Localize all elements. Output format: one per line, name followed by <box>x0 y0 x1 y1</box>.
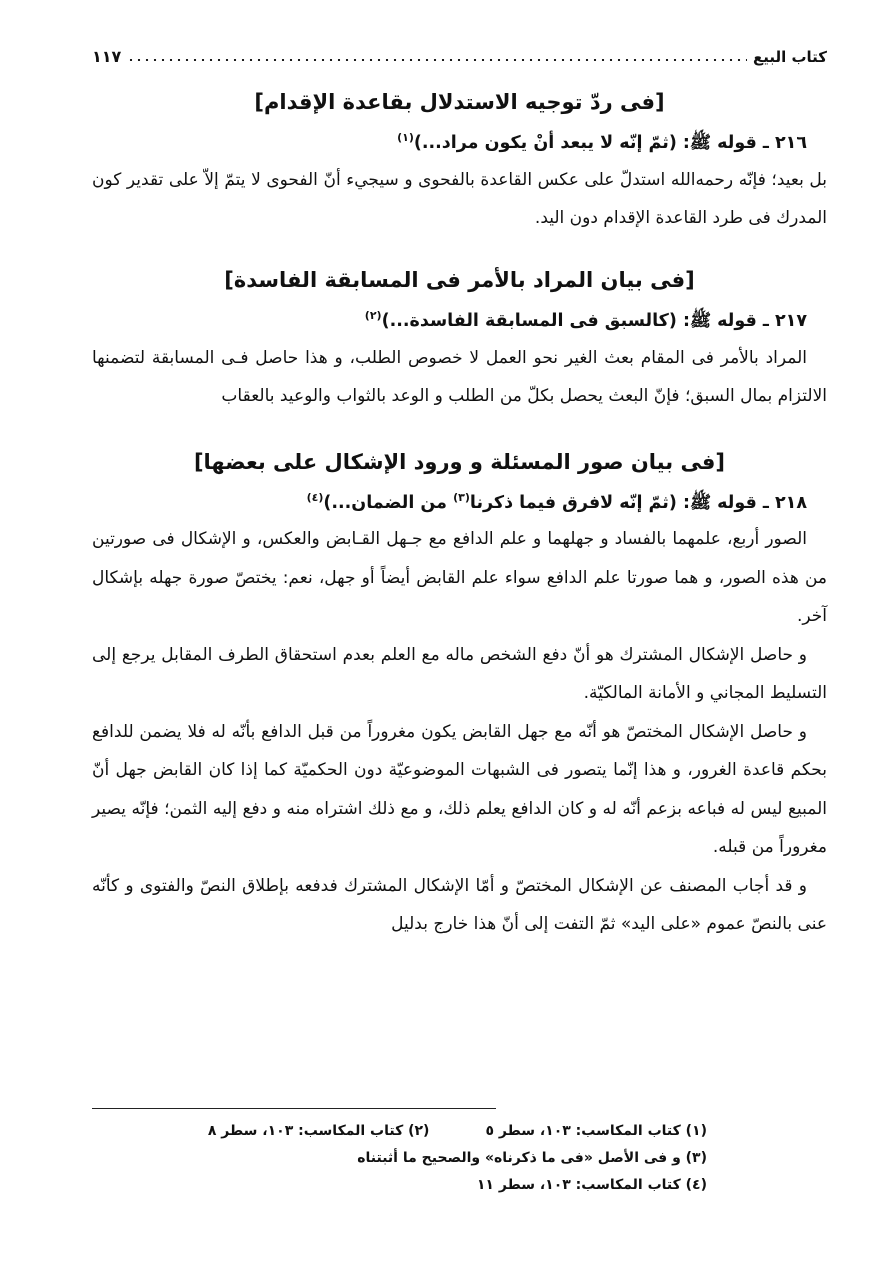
section-heading: [فى بيان صور المسئلة و ورود الإشكال على بعضها] <box>193 449 726 474</box>
quote-text: ٢١٦ ـ قوله ﷺ: (ثمّ إنّه لا يبعد أنْ يكون مراد...) <box>413 132 807 153</box>
footnote: (١) كتاب المكاسب: ١٠٣، سطر ٥ <box>485 1123 707 1139</box>
footnote-mark: (١) <box>397 131 414 144</box>
commentary-quote <box>92 480 827 521</box>
paragraph: و قد أجاب المصنف عن الإشكال المختصّ و أمّا الإشكال المشترك فدفعه بإطلاق النصّ والفتوى و كأنّه عنى بالنصّ عموم «على اليد» ثمّ التفت إلى أنّ هذا خارج بدليل <box>92 875 827 935</box>
quote-text: من الضمان...) <box>323 492 454 513</box>
section-heading: [فى ردّ توجيه الاستدلال بقاعدة الإقدام] <box>254 90 665 114</box>
page-body <box>92 84 827 944</box>
footnote-mark: (٢) <box>364 308 382 322</box>
page-number: ١١٧ <box>92 47 122 66</box>
quote-text: ٢١٧ ـ قوله ﷺ: (كالسبق فى المسابقة الفاسدة...) <box>381 310 807 331</box>
commentary-quote <box>92 298 827 339</box>
footnote-row <box>92 1118 807 1145</box>
paragraph: بل بعيد؛ فإنّه رحمه‌الله استدلّ على عكس القاعدة بالفحوى و سيجيء أنّ الفحوى لا يتمّ إلاّ على تقدير كون المدرك فى طرد القاعدة الإقدام دون اليد. <box>92 169 827 229</box>
paragraph: الصور أربع، علمهما بالفساد و جهلهما و علم الدافع مع جـهل القـابض والعكس، و الإشكال فى صورتين من هذه الصور، و هما صورتا علم الدافع سواء علم القابض أيضاً أو جهل، نعم: يختصّ صورة جهله بإشكال آخر. <box>92 529 827 627</box>
footnote-divider <box>92 1108 496 1109</box>
footnote: (٣) و فى الأصل «فى ما ذكرناه» والصحيح ما أثبتناه <box>357 1150 707 1166</box>
footnote-mark: (٣) <box>453 490 470 504</box>
commentary-quote <box>92 120 827 161</box>
leader-dots <box>127 59 747 61</box>
running-header <box>92 38 827 66</box>
footnote: (٢) كتاب المكاسب: ١٠٣، سطر ٨ <box>207 1123 430 1139</box>
footnote-mark: (٤) <box>306 490 324 504</box>
paragraph: و حاصل الإشكال المختصّ هو أنّه مع جهل القابض يكون مغروراً من قبل الدافع بأنّه له فلا يضمن للدافع بحكم قاعدة الغرور، و هذا إنّما يتصور فى الشبهات الموضوعيّة دون الحكميّة كما إذا كان القابض جهل أنّ المبيع ليس له فباعه بزعم أنّه له و كان الدافع يعلم ذلك، و مع ذلك اشتراه منه و دفع إليه الثمن؛ فإنّه يصير مغروراً من قبله. <box>92 721 827 858</box>
footnote-row <box>92 1145 807 1172</box>
footnotes <box>92 1118 807 1199</box>
running-title: كتاب البيع <box>752 48 827 66</box>
footnote-row <box>92 1172 807 1199</box>
section-heading: [فى بيان المراد بالأمر فى المسابقة الفاسدة] <box>224 267 695 292</box>
quote-text: ٢١٨ ـ قوله ﷺ: (ثمّ إنّه لافرق فيما ذكرنا <box>469 492 807 513</box>
footnote: (٤) كتاب المكاسب: ١٠٣، سطر ١١ <box>476 1177 707 1193</box>
paragraph: و حاصل الإشكال المشترك هو أنّ دفع الشخص ماله مع العلم بعدم استحقاق الطرف المقابل يرجع إلى التسليط المجاني و الأمانة المالكيّة. <box>92 644 827 704</box>
paragraph: المراد بالأمر فى المقام بعث الغير نحو العمل لا خصوص الطلب، و هذا حاصل فـى المسابقة لتضمنها الالتزام بمال السبق؛ فإنّ البعث يحصل بكلّ من الطلب و الوعد بالثواب والوعيد بالعقاب <box>92 347 827 407</box>
